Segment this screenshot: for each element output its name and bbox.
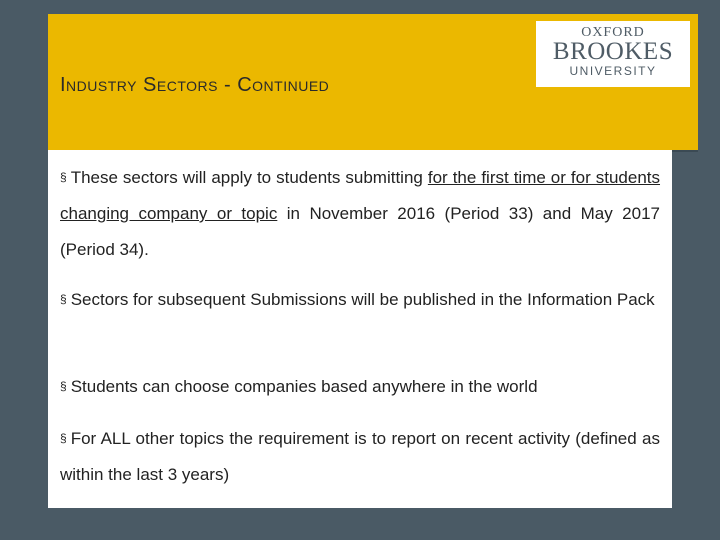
bullet-item-2 bbox=[60, 281, 660, 318]
university-logo bbox=[536, 21, 690, 87]
logo-line-university: UNIVERSITY bbox=[569, 64, 657, 78]
bullet-item-1 bbox=[60, 159, 660, 268]
content-box bbox=[48, 150, 672, 508]
slide-title: Industry Sectors - Continued bbox=[60, 74, 330, 96]
bullet-text-underlined: for the first time or for students changing company or topic bbox=[60, 168, 661, 223]
bullet-item-3 bbox=[60, 368, 660, 405]
bullet-marker: § bbox=[60, 431, 67, 445]
bullet-text: Students can choose companies based anywhere in the world bbox=[70, 377, 538, 396]
header-band bbox=[48, 14, 698, 152]
bullet-text: Sectors for subsequent Submissions will be published in the Information Pack bbox=[70, 290, 655, 309]
bullet-text: For ALL other topics the requirement is to report on recent activity (defined as within the last 3 years) bbox=[60, 429, 660, 484]
bullet-marker: § bbox=[60, 379, 67, 393]
bullet-marker: § bbox=[60, 292, 67, 306]
bullet-marker: § bbox=[60, 170, 67, 184]
logo-line-oxford: OXFORD bbox=[581, 25, 645, 40]
bullet-text: in November 2016 (Period 33) and May 2017 (Period 34). bbox=[60, 204, 660, 259]
bullet-text: These sectors will apply to students submitting bbox=[70, 168, 428, 187]
logo-line-brookes: BROOKES bbox=[552, 38, 674, 65]
bullet-item-4 bbox=[60, 420, 660, 493]
